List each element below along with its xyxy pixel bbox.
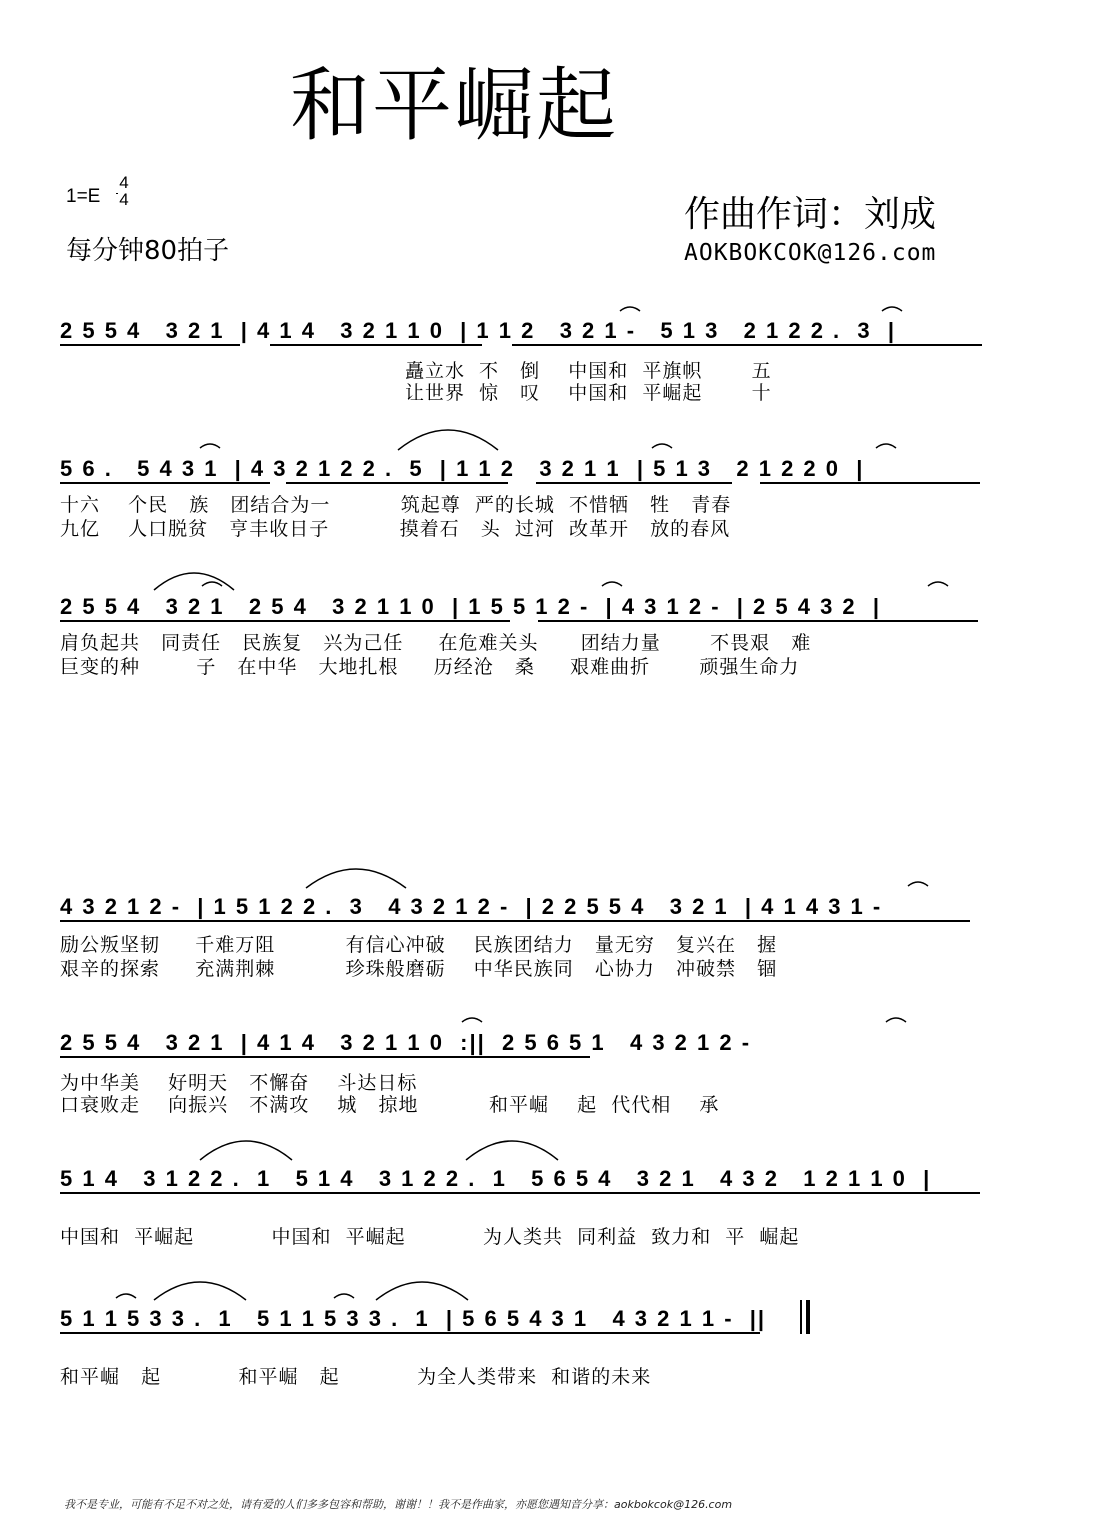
slur	[154, 1282, 246, 1300]
lyric-row-4-verse-2: 艰辛的探索 充满荆棘 珍珠般磨砺 中华民族同 心协力 冲破禁 锢	[60, 958, 778, 980]
lyric-row-3-verse-1: 肩负起共 同责任 民族复 兴为己任 在危难关头 团结力量 不畏艰 难	[60, 632, 812, 654]
notation-row-4: 4 3 2 1 2 - | 1 5 1 2 2 . 3 4 3 2 1 2 - | 2 2 5 5 4 3 2 1 | 4 1 4 3 1 -	[60, 894, 883, 919]
beam-line	[60, 344, 240, 346]
final-barline	[800, 1300, 802, 1334]
tempo: 每分钟80拍子	[66, 236, 230, 266]
slur	[908, 882, 928, 886]
lyric-row-3-verse-2: 巨变的种 子 在中华 大地扎根 历经沧 桑 艰难曲折 顽强生命力	[60, 656, 800, 678]
slur	[652, 444, 672, 448]
beam-line	[760, 482, 980, 484]
footer-note: 我不是专业，可能有不足不对之处，请有爱的人们多多包容和帮助，谢谢！！我不是作曲家，亦愿您遇知音分享：aokbokcok@126.com	[64, 1498, 733, 1511]
lyric-row-2-verse-2: 九亿 人口脱贫 亨丰收日子 摸着石 头 过河 改革开 放的春风	[60, 518, 731, 540]
beam-line	[60, 1192, 980, 1194]
lyric-row-1-verse-2: 让世界 惊 叹 中国和 平崛起 十	[60, 382, 772, 404]
lyric-row-7: 和平崛 起 和平崛 起 为全人类带来 和谐的未来	[60, 1366, 652, 1388]
slur	[466, 1141, 558, 1160]
final-barline-thick	[806, 1300, 810, 1334]
key-signature: 1=E	[66, 186, 101, 207]
notation-row-2: 5 6 . 5 4 3 1 | 4 3 2 1 2 2 . 5 | 1 1 2 3 2 1 1 | 5 1 3 2 1 2 2 0 |	[60, 456, 865, 481]
song-title: 和平崛起	[290, 59, 618, 152]
slur	[398, 430, 498, 450]
slur	[462, 1018, 482, 1022]
slur	[202, 582, 222, 586]
beam-line	[512, 344, 982, 346]
notation-row-3: 2 5 5 4 3 2 1 2 5 4 3 2 1 1 0 | 1 5 5 1 2 - | 4 3 1 2 - | 2 5 4 3 2 |	[60, 594, 882, 619]
beam-line	[538, 620, 978, 622]
notation-row-1: 2 5 5 4 3 2 1 | 4 1 4 3 2 1 1 0 | 1 1 2 3 2 1 - 5 1 3 2 1 2 2 . 3 |	[60, 318, 897, 343]
slur	[620, 307, 640, 311]
lyric-row-6: 中国和 平崛起 中国和 平崛起 为人类共 同利益 致力和 平 崛起	[60, 1226, 800, 1248]
lyric-row-2-verse-1: 十六 个民 族 团结合为一 筑起尊 严的长城 不惜牺 牲 青春	[60, 494, 732, 516]
time-signature-top: 4	[119, 173, 129, 192]
lyric-row-5-verse-1: 为中华美 好明天 不懈奋 斗达日标	[60, 1072, 418, 1094]
beam-line	[60, 1056, 590, 1058]
slur	[376, 1282, 468, 1300]
notation-row-7: 5 1 1 5 3 3 . 1 5 1 1 5 3 3 . 1 | 5 6 5 4 3 1 4 3 2 1 1 - ||	[60, 1306, 767, 1331]
slur	[200, 1141, 292, 1160]
beam-line	[60, 920, 970, 922]
beam-line	[270, 344, 482, 346]
slur	[602, 582, 622, 586]
beam-line	[536, 482, 732, 484]
slur	[928, 582, 948, 586]
notation-row-6: 5 1 4 3 1 2 2 . 1 5 1 4 3 1 2 2 . 1 5 6 5 4 3 2 1 4 3 2 1 2 1 1 0 |	[60, 1166, 932, 1191]
notation-row-5: 2 5 5 4 3 2 1 | 4 1 4 3 2 1 1 0 :|| 2 5 6 5 1 4 3 2 1 2 -	[60, 1030, 752, 1055]
slur	[116, 1294, 136, 1298]
lyric-row-5-verse-2: 口衰败走 向振兴 不满攻 城 掠地 和平崛 起 代代相 承	[60, 1094, 720, 1116]
beam-line	[60, 620, 510, 622]
beam-line	[60, 482, 270, 484]
time-signature	[116, 174, 132, 208]
slur	[876, 444, 896, 448]
beam-line	[60, 1332, 760, 1334]
slur	[200, 444, 220, 448]
beam-line	[286, 482, 508, 484]
time-signature-bottom: 4	[119, 190, 129, 209]
author-email: AOKBOKCOK@126.com	[684, 240, 937, 266]
slur	[334, 1294, 354, 1298]
lyric-row-4-verse-1: 励公叛坚韧 千难万阻 有信心冲破 民族团结力 量无穷 复兴在 握	[60, 934, 778, 956]
lyric-row-1-verse-1: 矗立水 不 倒 中国和 平旗帜 五	[60, 360, 772, 382]
author-credit: 作曲作词：刘成	[684, 194, 937, 235]
slur	[886, 1018, 906, 1022]
slur	[882, 307, 902, 311]
slur	[154, 573, 234, 590]
slur	[306, 869, 406, 888]
